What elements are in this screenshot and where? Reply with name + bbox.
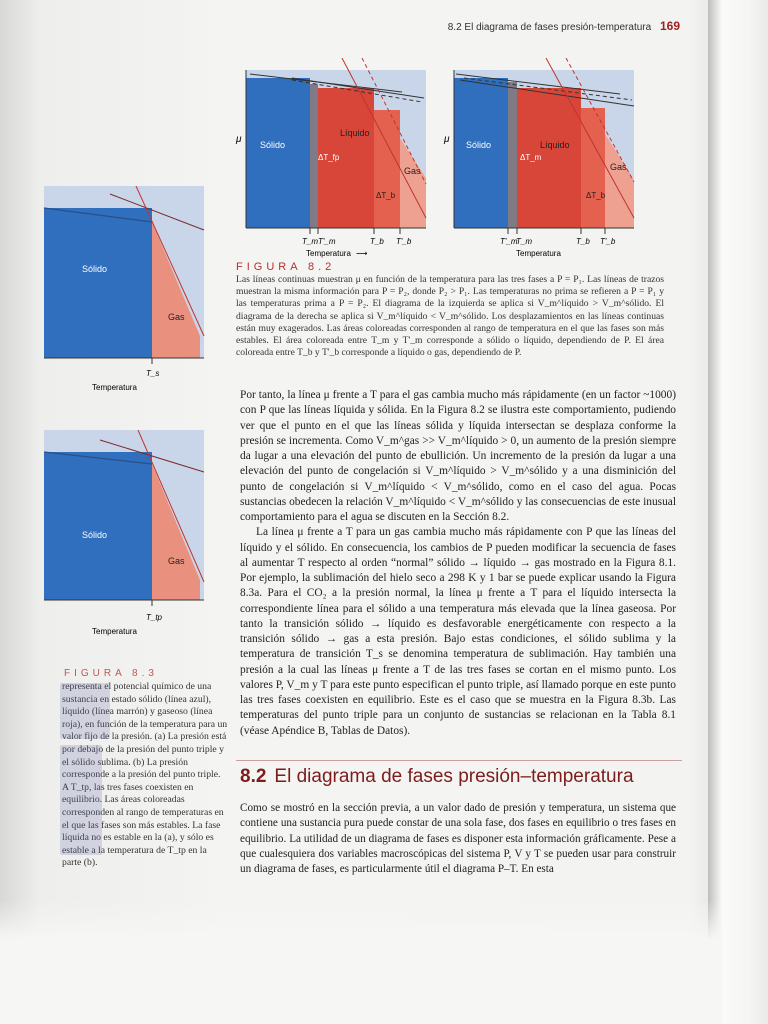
figure-8-2-left-plot [232, 58, 432, 258]
delta-t-fp-label: ΔT_fp [318, 153, 340, 162]
y-axis-label: μ [236, 134, 242, 145]
delta-t-m-label: ΔT_m [520, 153, 542, 162]
body-paragraph-2: La línea μ frente a T para un gas cambia mucho más rápidamente con P que las líneas del líquido y el sólido. En consecuencia, los cambios de P pueden modificar la secuencia de fases al aumentar T respecto al orden “normal” sólido → líquido → gas mostrado en la Figura 8.1. Por ejemplo, la sublimación del hielo seco a 298 K y 1 bar se puede explicar usando la Figura 8.3a. Para el CO₂ a la presión normal, la línea μ frente a T para el líquido intersecta la correspondiente línea para el sólido a una temperatura más elevada que la línea gaseosa. Por tanto la transición sólido → líquido es desfavorable energéticamente con respecto a la transición sólido → gas a esta presión. Bajo estas condiciones, el sólido sublima y la temperatura de transición T_s se denomina temperatura de sublimación. Hay también una presión a la cual las líneas μ frente a T de las tres fases se cortan en el mismo punto. Los valores P, V_m y T para este punto especifican el punto triple, así llamado porque en este punto las tres fases coexisten en equilibrio. Este es el caso que se muestra en la Figura 8.3b. Las temperaturas del punto triple para un conjunto de sustancias se relacionan en la Tabla 8.1 (véase Apéndice B, Tablas de Datos). [240, 526, 676, 737]
tick-label-ts: T_s [146, 369, 160, 378]
tick-label-tm: T_m [516, 237, 532, 246]
y-axis-label: μ [444, 134, 450, 145]
tick-label-tm-prime: T'_m [500, 237, 518, 246]
tick-label-tm: T_m [302, 237, 318, 246]
x-axis-label: Temperatura [516, 249, 561, 258]
x-axis-label: Temperatura [306, 249, 351, 258]
body-paragraph-1: Por tanto, la línea μ frente a T para el gas cambia mucho más rápidamente (en un factor ~1000) con P que las líneas líquida y sólida. En la Figura 8.2 se ilustra este comportamiento, pudiendo ver que el punto en el que las líneas sólida y líquida intersectan se desplaza conforme la presión se incrementa. Como V_m^gas >> V_m^líquido > 0, un aumento de la presión siempre da lugar a una elevación del punto de ebullición. Un incremento de la presión da lugar a una elevación del punto de congelación si V_m^líquido > V_m^sólido y a una disminición del punto de congelación si V_m^líquido < V_m^sólido, como en el caso del agua. Pocas sustancias obedecen la relación V_m^líquido < V_m^sólido y las consecuencias de este inusual comportamiento para el agua se discuten en la Sección 8.2. [240, 389, 676, 523]
highlight-smear [60, 745, 102, 855]
gas-label: Gas [168, 312, 185, 322]
book-gutter [708, 0, 768, 1024]
section-body-text: Como se mostró en la sección previa, a un valor dado de presión y temperatura, un sistema que contiene una sustancia pura puede constar de una sola fase, dos fases en equilibrio o tres fases en equilibrio. La utilidad de un diagrama de fases es disponer esta información gráficamente. Pese a que cualesquiera dos variables macroscópicas del sistema P, V y T se pueden usar para construir un diagrama de fases, es particularmente útil el diagrama P–T. En esta [240, 802, 676, 876]
figure-8-2-right-plot [440, 58, 640, 258]
running-title: 8.2 El diagrama de fases presión-temperatura [447, 22, 652, 33]
liquid-gas-band [374, 110, 400, 228]
solid-label: Sólido [82, 264, 108, 274]
solid-region [246, 78, 310, 228]
liquid-label: Líquido [340, 128, 370, 138]
figure-8-3b-plot [40, 430, 210, 640]
running-header [440, 19, 680, 33]
transition-band [508, 82, 517, 228]
section-title: El diagrama de fases presión–temperatura [274, 766, 634, 787]
liquid-label: Líquido [540, 140, 570, 150]
figure-8-3-label: FIGURA 8.3 [64, 668, 158, 679]
x-axis-label: Temperatura [92, 383, 137, 392]
gas-label: Gas [610, 162, 627, 172]
solid-region [454, 78, 508, 228]
gas-label: Gas [168, 556, 185, 566]
solid-region [44, 452, 152, 600]
figure-8-3a-plot [40, 186, 210, 396]
tick-label-tm-prime: T'_m [318, 237, 336, 246]
section-number: 8.2 [240, 766, 267, 787]
delta-t-b-label: ΔT_b [586, 191, 606, 200]
solid-label: Sólido [260, 140, 286, 150]
liquid-gas-band [581, 108, 605, 228]
tick-label-ttp: T_tp [146, 613, 163, 622]
tick-label-tb: T_b [576, 237, 590, 246]
figure-8-2-label: FIGURA 8.2 [236, 261, 336, 273]
highlight-smear [60, 683, 110, 739]
solid-label: Sólido [82, 530, 108, 540]
x-axis-arrow: ⟶ [356, 249, 368, 258]
section-rule [236, 760, 682, 761]
tick-label-tb-prime: T'_b [600, 237, 616, 246]
tick-label-tb: T_b [370, 237, 384, 246]
x-axis-label: Temperatura [92, 627, 137, 636]
page-number: 169 [659, 19, 680, 33]
page-bottom-margin [0, 900, 722, 1024]
delta-t-b-label: ΔT_b [376, 191, 396, 200]
body-text [240, 388, 676, 739]
solid-label: Sólido [466, 140, 492, 150]
section-heading [240, 766, 634, 788]
gas-label: Gas [404, 166, 421, 176]
figure-8-3-caption: representa el potencial químico de una sustancia en estado sólido (línea azul), líquido (línea marrón) y gaseoso (línea roja), en función de la temperatura para un valor fijo de la presión. (a) La presión está por debajo de la presión del punto triple y el sólido sublima. (b) La presión corresponde a la presión del punto triple. A T_tp, las tres fases coexisten en equilibrio. Las áreas coloreadas corresponden al rango de temperaturas en el que las fases son más estables. La fase líquida no es estable en la (a), y sólo es estable a la temperatura de T_tp en la parte (b). [62, 681, 228, 869]
figure-8-2-caption: Las líneas continuas muestran μ en función de la temperatura para las tres fases a P = P₁. Las líneas de trazos muestran la misma información para P = P₂, donde P₂ > P₁. Las temperaturas no prima se refieren a P = P₁ y las temperaturas prima a P = P₂. El diagrama de la izquierda se aplica si V_m^líquido > V_m^sólido. El diagrama de la derecha se aplica si V_m^líquido < V_m^sólido. Los desplazamientos en las líneas continuas están muy exagerados. Las áreas coloreadas corresponden al rango de temperatura en el que las fases son más estables. El área coloreada entre T_m y T'_m corresponde a sólido o líquido, dependiendo de P. El área coloreada entre T_b y T'_b corresponde a líquido o gas, dependiendo de P. [236, 274, 664, 359]
tick-label-tb-prime: T'_b [396, 237, 412, 246]
solid-region [44, 208, 152, 358]
transition-band [310, 84, 318, 228]
